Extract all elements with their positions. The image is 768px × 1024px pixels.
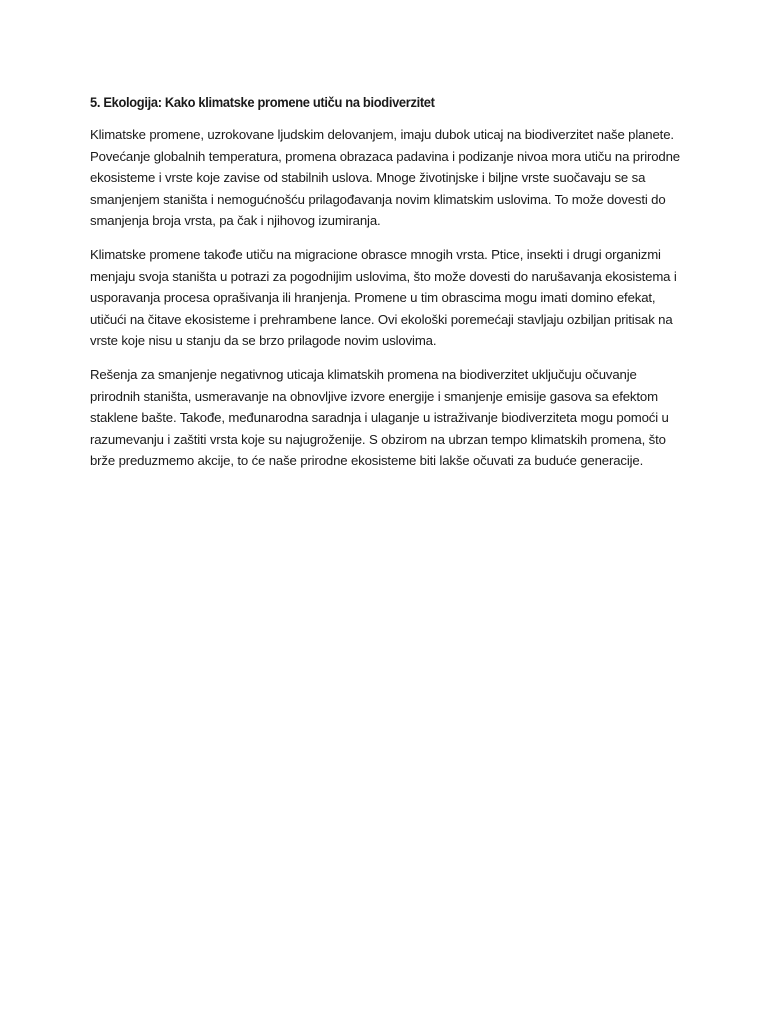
document-body <box>90 92 690 484</box>
section-heading: 5. Ekologija: Kako klimatske promene utiču na biodiverzitet <box>90 94 435 110</box>
paragraph-3: Rešenja za smanjenje negativnog uticaja klimatskih promena na biodiverzitet uključuju očuvanje prirodnih staništa, usmeravanje na obnovljive izvore energije i smanjenje emisije gasova sa efektom staklene bašte. Takođe, međunarodna saradnja i ulaganje u istraživanje biodiverziteta mogu pomoći u razumevanju i zaštiti vrsta koje su najugroženije. S obzirom na ubrzan tempo klimatskih promena, što brže preduzmemo akcije, to će naše prirodne ekosisteme biti lakše očuvati za buduće generacije. <box>90 366 669 469</box>
paragraph-1: Klimatske promene, uzrokovane ljudskim delovanjem, imaju dubok uticaj na biodiverzitet naše planete. Povećanje globalnih temperatura, promena obrazaca padavina i podizanje nivoa mora utiču na prirodne ekosisteme i vrste koje zavise od stabilnih uslova. Mnoge životinjske i biljne vrste suočavaju se sa smanjenjem staništa i nemogućnošću prilagođavanja novim klimatskim uslovima. To može dovesti do smanjenja broja vrsta, pa čak i njihovog izumiranja. <box>90 127 680 229</box>
paragraph-2: Klimatske promene takođe utiču na migracione obrasce mnogih vrsta. Ptice, insekti i drugi organizmi menjaju svoja staništa u potrazi za pogodnijim uslovima, što može dovesti do narušavanja ekosistema i usporavanja procesa oprašivanja ili hranjenja. Promene u tim obrascima mogu imati domino efekat, utičući na čitave ekosisteme i prehrambene lance. Ovi ekološki poremećaji stavljaju ozbiljan pritisak na vrste koje nisu u stanju da se brzo prilagode novim uslovima. <box>90 246 677 349</box>
